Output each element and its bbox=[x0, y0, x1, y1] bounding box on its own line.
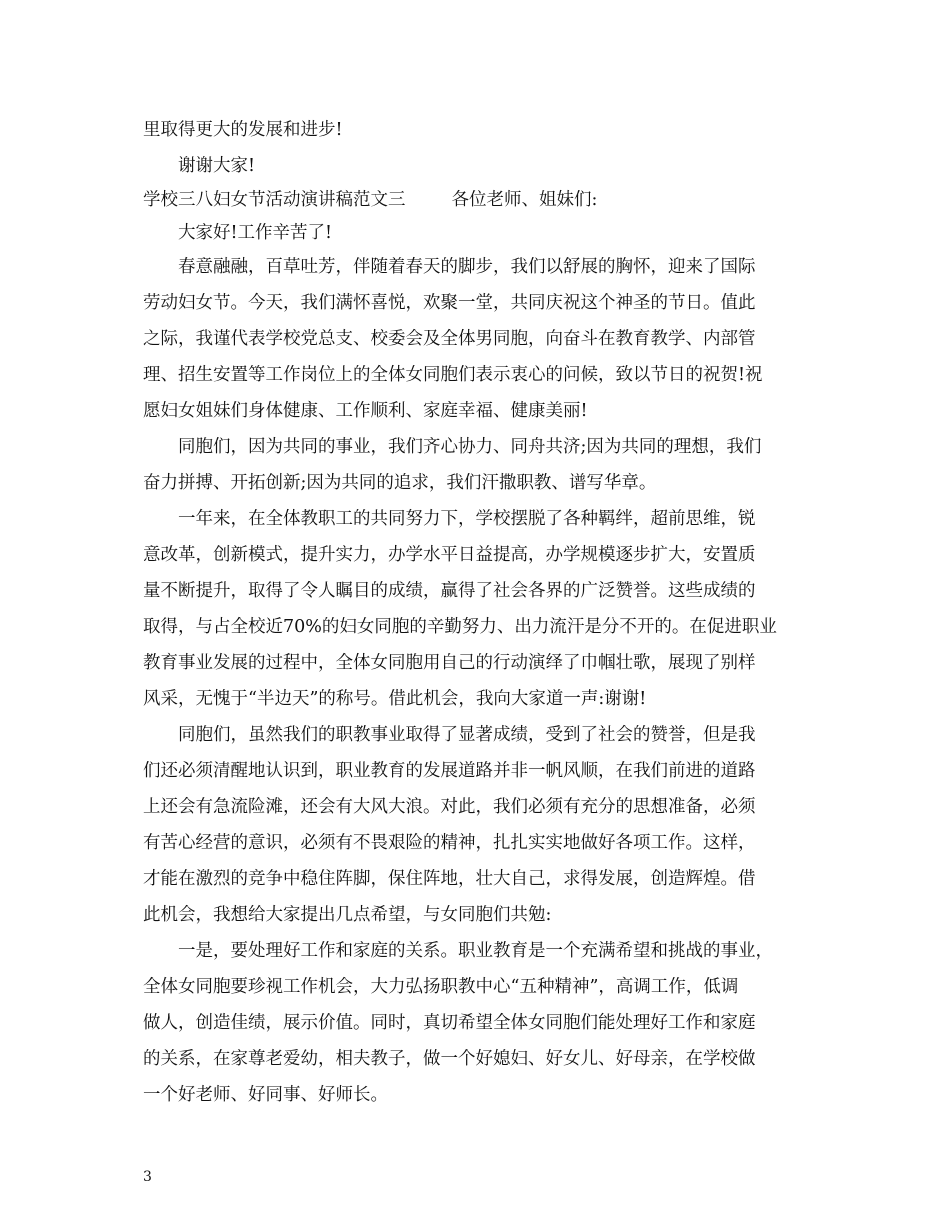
text-line: 一是，要处理好工作和家庭的关系。职业教育是一个充满希望和挑战的事业， bbox=[178, 941, 773, 961]
text-line: 之际，我谨代表学校党总支、校委会及全体男同胞，向奋斗在教育教学、内部管 bbox=[143, 329, 756, 349]
text-line: 取得，与占全校近70%的妇女同胞的辛勤努力、出力流汗是分不开的。在促进职业 bbox=[143, 617, 777, 637]
text-line: 此机会，我想给大家提出几点希望，与女同胞们共勉: bbox=[143, 905, 552, 925]
text-line: 同胞们，因为共同的事业，我们齐心协力、同舟共济;因为共同的理想，我们 bbox=[178, 437, 762, 457]
salutation: 各位老师、姐妹们: bbox=[451, 190, 598, 210]
text-line: 春意融融，百草吐芳，伴随着春天的脚步，我们以舒展的胸怀，迎来了国际 bbox=[178, 257, 756, 277]
text-line: 做人，创造佳绩，展示价值。同时，真切希望全体女同胞们能处理好工作和家庭 bbox=[143, 1013, 756, 1033]
text-line: 的关系，在家尊老爱幼，相夫教子，做一个好媳妇、好女儿、好母亲，在学校做 bbox=[143, 1049, 756, 1069]
text-line: 里取得更大的发展和进步! bbox=[143, 120, 343, 140]
text-line: 理、招生安置等工作岗位上的全体女同胞们表示衷心的问候，致以节日的祝贺!祝 bbox=[143, 365, 763, 385]
text-line: 全体女同胞要珍视工作机会，大力弘扬职教中心“五种精神”，高调工作，低调 bbox=[143, 977, 739, 997]
text-line: 谢谢大家! bbox=[178, 156, 256, 176]
text-line: 愿妇女姐妹们身体健康、工作顺利、家庭幸福、健康美丽! bbox=[143, 401, 588, 421]
page-number: 3 bbox=[143, 1169, 152, 1185]
text-line: 上还会有急流险滩，还会有大风大浪。对此，我们必须有充分的思想准备，必须 bbox=[143, 797, 756, 817]
text-line: 风采，无愧于“半边天”的称号。借此机会，我向大家道一声:谢谢! bbox=[143, 689, 647, 709]
text-line: 劳动妇女节。今天，我们满怀喜悦，欢聚一堂，共同庆祝这个神圣的节日。值此 bbox=[143, 293, 756, 313]
text-line: 们还必须清醒地认识到，职业教育的发展道路并非一帆风顺，在我们前进的道路 bbox=[143, 761, 756, 781]
text-line: 大家好!工作辛苦了! bbox=[178, 223, 333, 243]
text-line: 一个好老师、好同事、好师长。 bbox=[143, 1085, 388, 1105]
text-line: 同胞们，虽然我们的职教事业取得了显著成绩，受到了社会的赞誉，但是我 bbox=[178, 725, 756, 745]
section-title-line bbox=[143, 189, 597, 211]
text-line: 量不断提升，取得了令人瞩目的成绩，赢得了社会各界的广泛赞誉。这些成绩的 bbox=[143, 581, 756, 601]
text-line: 奋力拼搏、开拓创新;因为共同的追求，我们汗撒职教、谱写华章。 bbox=[143, 473, 657, 493]
text-line: 才能在激烈的竞争中稳住阵脚，保住阵地，壮大自己，求得发展，创造辉煌。借 bbox=[143, 869, 756, 889]
text-line: 一年来，在全体教职工的共同努力下，学校摆脱了各种羁绊，超前思维，锐 bbox=[178, 509, 756, 529]
text-line: 有苦心经营的意识，必须有不畏艰险的精神，扎扎实实地做好各项工作。这样， bbox=[143, 833, 756, 853]
text-line: 教育事业发展的过程中，全体女同胞用自己的行动演绎了巾帼壮歌，展现了别样 bbox=[143, 653, 756, 673]
text-line: 意改革，创新模式，提升实力，办学水平日益提高，办学规模逐步扩大，安置质 bbox=[143, 545, 756, 565]
section-title: 学校三八妇女节活动演讲稿范文三 bbox=[143, 190, 406, 210]
